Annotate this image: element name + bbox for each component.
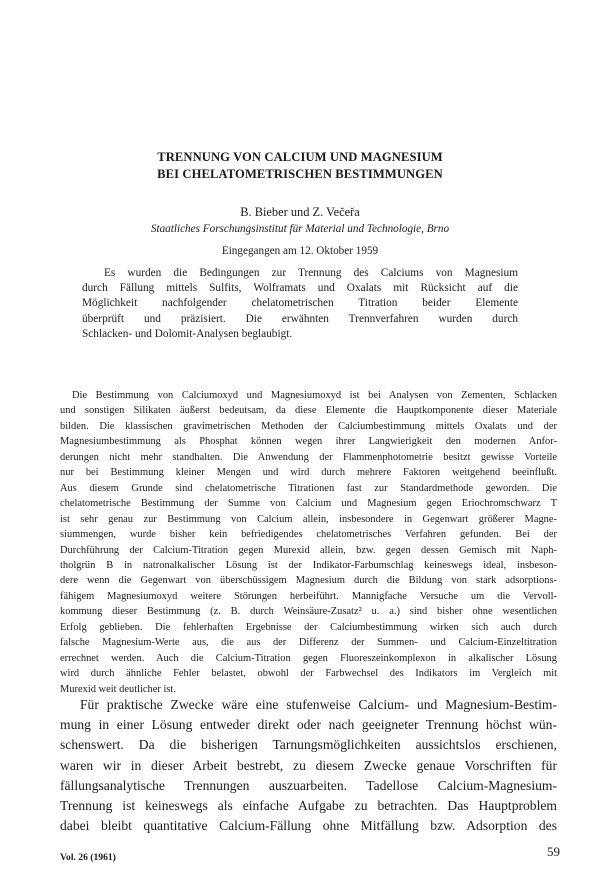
- body2-line: mung in einer Lösung entweder direkt oder nach geeigneter Trennung höchst wün-: [60, 717, 557, 733]
- body-line: errechnet werden. Auch die Calcium-Titration gegen Fluoreszeinkomplexon in alkalischer Lösung: [60, 652, 557, 664]
- body-line: chelatometrische Bestimmung der Summe von Calcium und Magnesium gegen Eriochromschwarz T: [60, 498, 557, 510]
- body2-line: dabei bleibt quantitative Calcium-Fällung ohne Mitfällung bzw. Adsorption des: [60, 818, 557, 834]
- abstract-line: Schlacken- und Dolomit-Analysen beglaubigt.: [82, 327, 293, 340]
- body-line: Die Bestimmung von Calciumoxyd und Magnesiumoxyd ist bei Analysen von Zementen, Schlacken: [72, 390, 557, 401]
- body-line: Erfolg geblieben. Die fehlerhaften Ergebnisse der Calciumbestimmung wirken sich auch durch: [60, 621, 557, 633]
- body-line: wird durch ähnliche Fehler belastet, obwohl der Farbwechsel des Indikators im Vergleich mit: [60, 668, 557, 680]
- journal-volume: Vol. 26 (1961): [60, 852, 116, 863]
- body2-line: schenswert. Da die bisherigen Tarnungsmöglichkeiten aussichtslos erschienen,: [60, 737, 557, 753]
- body-line: siummengen, wurde bisher kein befriedigendes chelatometrisches Verfahren gefunden. Bei der: [60, 529, 557, 541]
- abstract-line: durch Fällung mittels Sulfits, Wolframats und Oxalats mit Rücksicht auf die: [82, 282, 518, 295]
- body-line: Murexid weit deutlicher ist.: [60, 683, 176, 695]
- body-line: Durchführung der Calcium-Titration gegen Murexid allein, bzw. gegen dessen Gemisch mit Naph-: [60, 544, 557, 556]
- body-line: falsche Magnesium-Werte aus, die aus der Differenz der Summen- und Calcium-Einzeltitration: [60, 637, 557, 649]
- title-line-2: BEI CHELATOMETRISCHEN BESTIMMUNGEN: [157, 167, 443, 181]
- body-line: kommung dieser Bestimmung (z. B. durch Weinsäure-Zusatz² u. a.) sind bisher ohne wesentlichen: [60, 606, 557, 618]
- body-line: ist sehr genau zur Bestimmung von Calcium allein, insbesondere in Gegenwart größerer Magne-: [60, 513, 557, 525]
- body-line: dere wenn die Gegenwart von überschüssigem Magnesium durch die Bildung von stark adsorptions-: [60, 575, 557, 587]
- page-number: 59: [547, 844, 560, 859]
- body-line: bilden. Die klassischen gravimetrischen Methoden der Calciumbestimmung mittels Oxalats und der: [60, 420, 557, 432]
- abstract-line: überprüft und präzisiert. Die erwähnten Trennverfahren wurden durch: [82, 312, 518, 325]
- received-date: Eingegangen am 12. Oktober 1959: [221, 245, 379, 257]
- body-line: Aus diesem Grunde sind chelatometrische Titrationen fast zur Standardmethode geworden. Die: [60, 482, 557, 494]
- body2-line: waren wir in dieser Arbeit bestrebt, zu diesem Zwecke genaue Vorschriften für: [60, 757, 557, 773]
- body-line: fähigem Magnesiumoxyd weitere Störungen herbeiführt. Mannigfache Versuche um die Vervoll-: [60, 590, 557, 602]
- affiliation: Staatliches Forschungsinstitut für Material und Technologie, Brno: [150, 223, 450, 235]
- body2-line: fällungsanalytische Trennungen auszuarbeiten. Tadellose Calcium-Magnesium-: [60, 777, 557, 793]
- body2-line: Trennung ist keineswegs als einfache Aufgabe zu betrachten. Das Hauptproblem: [60, 798, 557, 814]
- body2-line: Für praktische Zwecke wäre eine stufenweise Calcium- und Magnesium-Bestim-: [80, 697, 557, 712]
- abstract: [82, 266, 518, 342]
- body-line: nur bei Bestimmung kleiner Mengen und wird durch mehrere Faktoren weitgehend beeinflußt.: [60, 467, 557, 479]
- article-title: [40, 149, 560, 183]
- body-paragraph-2: [60, 695, 557, 836]
- abstract-line: Es wurden die Bedingungen zur Trennung des Calciums von Magnesium: [104, 267, 518, 279]
- body-line: tholgrün B in natronalkalischer Lösung ist der Indikator-Farbumschlag keineswegs ideal, insbeson-: [60, 559, 557, 571]
- title-line-1: TRENNUNG VON CALCIUM UND MAGNESIUM: [157, 150, 443, 164]
- body-line: derungen nicht mehr standhalten. Die Anwendung der Flammenphotometrie besitzt gewisse Vorteile: [60, 451, 557, 463]
- body-paragraph-1: [60, 388, 557, 697]
- abstract-line: Möglichkeit nachfolgender chelatometrischen Titration beider Elemente: [82, 297, 518, 310]
- authors: B. Bieber und Z. Večeřa: [240, 205, 360, 219]
- body-line: Magnesiumbestimmung als Phosphat können wegen ihrer Langwierigkeit den modernen Anfor-: [60, 436, 557, 448]
- body-line: und sonstigen Silikaten äußerst bedeutsam, da diese Elemente die Hauptkomponente dieser Materiale: [60, 405, 557, 417]
